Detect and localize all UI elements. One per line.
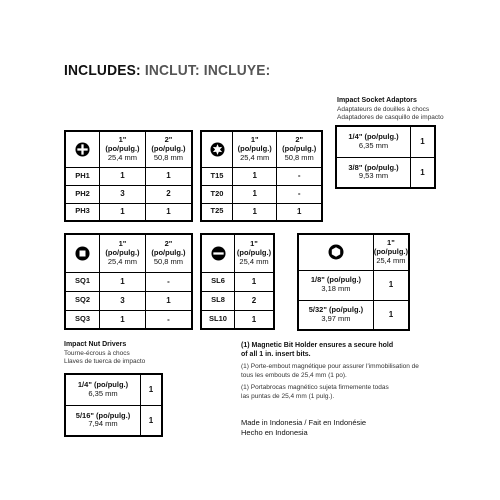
size-label: 3/8" (po/pulg.): [348, 162, 399, 172]
caption-es: Adaptadores de casquillo de impacto: [337, 113, 444, 121]
row-label: PH2: [65, 185, 100, 203]
header-size: 2": [295, 135, 304, 145]
square-icon-cell: [65, 234, 100, 272]
hex-size-cell: [298, 300, 373, 330]
row-label: SQ1: [65, 272, 100, 291]
header-1in: [235, 234, 275, 272]
qty-cell: 1: [100, 203, 146, 221]
caption-fr: Adaptateurs de douilles à chocs: [337, 105, 430, 113]
torx-table: [200, 130, 323, 222]
size-label: 1/4" (po/pulg.): [77, 380, 129, 390]
square-table: [64, 233, 193, 330]
title-fr: INCLUT:: [144, 62, 200, 79]
qty-cell: 3: [100, 185, 146, 203]
hex-icon-cell: [298, 234, 373, 270]
metric-label: 7,94 mm: [88, 419, 118, 429]
header-unit: (po/pulg.): [282, 143, 317, 153]
note-es-line2: las puntas de 25,4 mm (1 pulg.).: [241, 392, 335, 400]
header-metric: 50,8 mm: [153, 152, 184, 162]
qty-cell: 1: [233, 203, 277, 221]
qty-cell: 1: [373, 270, 409, 300]
hex-table: [297, 233, 410, 331]
header-size: 2": [164, 135, 173, 145]
qty-cell: -: [277, 185, 322, 203]
header-metric: 25,4 mm: [107, 256, 138, 266]
row-label: T20: [201, 185, 233, 203]
metric-label: 9,53 mm: [358, 171, 389, 181]
header-metric: 25,4 mm: [239, 256, 269, 266]
header-1in: [100, 131, 146, 167]
qty-cell: 1: [233, 185, 277, 203]
metric-label: 3,18 mm: [321, 284, 351, 293]
qty-cell: 3: [100, 291, 146, 310]
row-label: SL6: [201, 272, 235, 291]
qty-cell: 1: [100, 167, 146, 185]
row-label: PH1: [65, 167, 100, 185]
caption-en: Impact Nut Drivers: [64, 341, 127, 348]
qty-cell: 1: [233, 167, 277, 185]
qty-cell: 1: [145, 291, 192, 310]
header-metric: 50,8 mm: [284, 152, 314, 162]
header-unit: (po/pulg.): [151, 143, 186, 153]
header-2in: [277, 131, 322, 167]
phillips-icon: [75, 142, 90, 157]
phillips-icon-cell: [65, 131, 100, 167]
qty-cell: 1: [411, 126, 436, 157]
header-size: 1": [118, 135, 127, 145]
qty-cell: -: [145, 310, 192, 329]
metric-label: 6,35 mm: [358, 140, 389, 150]
size-label: 1/8" (po/pulg.): [310, 275, 362, 285]
made-in-label: [241, 418, 441, 438]
hex-size-cell: [298, 270, 373, 300]
socket-size-cell: [336, 157, 411, 188]
header-unit: (po/pulg.): [236, 247, 272, 257]
header-size: 1": [250, 135, 259, 145]
header-unit: (po/pulg.): [237, 143, 272, 153]
row-label: T15: [201, 167, 233, 185]
socket-size-cell: [336, 126, 411, 157]
title-es: INCLUYE:: [203, 62, 271, 79]
slotted-icon-cell: [201, 234, 235, 272]
header-metric: 25,4 mm: [240, 152, 270, 162]
qty-cell: 1: [100, 272, 146, 291]
note-en-line1: (1) Magnetic Bit Holder ensures a secure hold: [241, 342, 394, 349]
header-unit: (po/pulg.): [105, 247, 140, 257]
impact-socket-caption: [337, 97, 457, 122]
torx-star-icon: [210, 142, 225, 157]
header-unit: (po/pulg.): [105, 143, 140, 153]
header-size: 1": [118, 239, 127, 249]
hex-icon: [328, 244, 344, 260]
impact-socket-table: [335, 125, 436, 189]
header-1in: [373, 234, 409, 270]
square-drive-icon: [75, 246, 90, 261]
row-label: SQ3: [65, 310, 100, 329]
size-label: 5/32" (po/pulg.): [308, 305, 364, 315]
row-label: T25: [201, 203, 233, 221]
header-metric: 25,4 mm: [376, 255, 406, 265]
note-fr-line2: tous les embouts de 25,4 mm (1 po).: [241, 371, 347, 379]
caption-fr: Tourne-écrous à chocs: [64, 349, 130, 357]
qty-cell: 1: [100, 310, 146, 329]
row-label: SL10: [201, 310, 235, 329]
header-size: 1": [387, 238, 395, 248]
header-metric: 50,8 mm: [153, 256, 184, 266]
qty-cell: 1: [235, 310, 275, 329]
header-size: 1": [250, 239, 258, 249]
qty-cell: 1: [141, 405, 163, 436]
note-es-line1: (1) Portabrocas magnético sujeta firmemente todas: [241, 384, 389, 392]
metric-label: 6,35 mm: [88, 388, 118, 398]
qty-cell: 1: [145, 203, 192, 221]
page-title: [64, 62, 270, 79]
size-label: 5/16" (po/pulg.): [75, 410, 131, 420]
qty-cell: 1: [145, 167, 192, 185]
nut-size-cell: [65, 405, 141, 436]
header-2in: [145, 131, 192, 167]
nut-size-cell: [65, 374, 141, 405]
bit-holder-note: [241, 341, 441, 401]
made-in-en: Made in Indonesia / Fait en Indonésie: [241, 418, 367, 427]
note-fr-line1: (1) Porte-embout magnétique pour assurer l'immobilisation de: [241, 363, 419, 371]
header-unit: (po/pulg.): [373, 246, 408, 256]
phillips-table: [64, 130, 193, 222]
qty-cell: 2: [145, 185, 192, 203]
qty-cell: 1: [411, 157, 436, 188]
header-1in: [233, 131, 277, 167]
nut-drivers-caption: [64, 341, 194, 366]
caption-es: Llaves de tuerca de impacto: [64, 357, 146, 365]
header-2in: [145, 234, 192, 272]
note-en-line2: of all 1 in. insert bits.: [241, 351, 311, 359]
qty-cell: -: [145, 272, 192, 291]
slotted-icon: [211, 246, 226, 261]
qty-cell: 1: [373, 300, 409, 330]
qty-cell: -: [277, 167, 322, 185]
header-1in: [100, 234, 146, 272]
qty-cell: 1: [277, 203, 322, 221]
nut-drivers-table: [64, 373, 163, 437]
title-en: INCLUDES:: [64, 62, 141, 79]
header-unit: (po/pulg.): [151, 247, 186, 257]
caption-en: Impact Socket Adaptors: [337, 97, 417, 104]
made-in-es: Hecho en Indonesia: [241, 427, 308, 437]
row-label: SL8: [201, 291, 235, 310]
qty-cell: 2: [235, 291, 275, 310]
row-label: SQ2: [65, 291, 100, 310]
qty-cell: 1: [141, 374, 163, 405]
header-size: 2": [164, 239, 173, 249]
metric-label: 3,97 mm: [321, 313, 351, 323]
slotted-table: [200, 233, 275, 330]
row-label: PH3: [65, 203, 100, 221]
header-metric: 25,4 mm: [107, 152, 138, 162]
qty-cell: 1: [235, 272, 275, 291]
torx-icon-cell: [201, 131, 233, 167]
size-label: 1/4" (po/pulg.): [348, 132, 399, 142]
